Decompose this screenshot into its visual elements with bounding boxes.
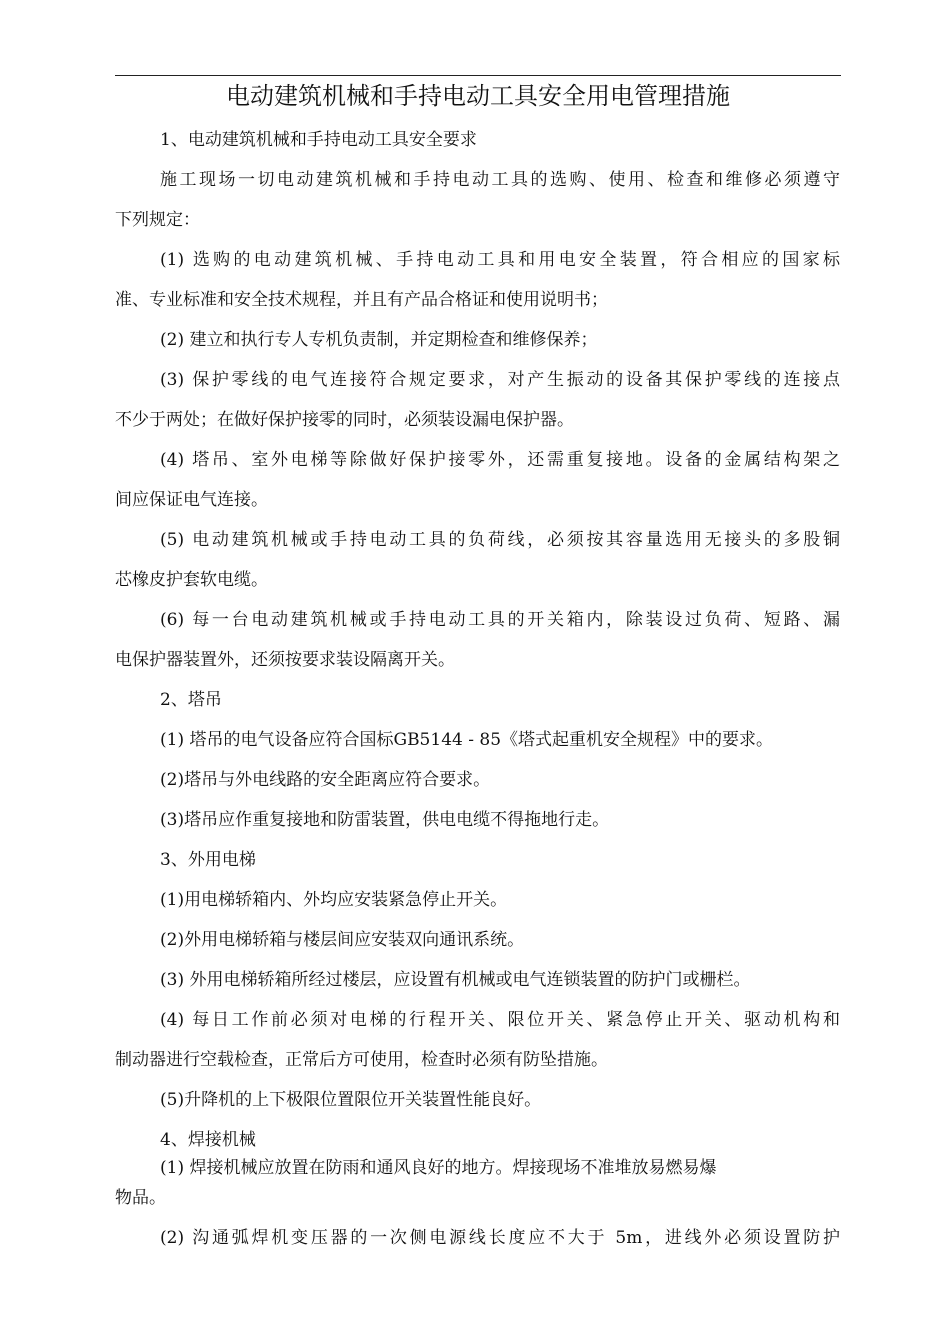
section-4-item-1-line-2: 物品。 (115, 1188, 166, 1208)
section-1-item-1-line-1: (1) 选购的电动建筑机械、手持电动工具和用电安全装置，符合相应的国家标 (160, 250, 840, 270)
section-1-item-5-line-2: 芯橡皮护套软电缆。 (115, 570, 268, 590)
section-1-item-6-line-1: (6) 每一台电动建筑机械或手持电动工具的开关箱内，除装设过负荷、短路、漏 (160, 610, 840, 630)
section-2-item-1: (1) 塔吊的电气设备应符合国标GB5144 - 85《塔式起重机安全规程》中的要求。 (160, 730, 774, 750)
section-2-item-3: (3)塔吊应作重复接地和防雷装置，供电电缆不得拖地行走。 (160, 810, 610, 830)
section-3-item-4-line-2: 制动器进行空载检查，正常后方可使用，检查时必须有防坠措施。 (115, 1050, 608, 1070)
section-2-item-2: (2)塔吊与外电线路的安全距离应符合要求。 (160, 770, 491, 790)
section-1-item-4-line-1: (4) 塔吊、室外电梯等除做好保护接零外，还需重复接地。设备的金属结构架之 (160, 450, 840, 470)
section-3-item-1: (1)用电梯轿箱内、外均应安装紧急停止开关。 (160, 890, 508, 910)
section-1-intro-line-2: 下列规定： (115, 210, 200, 230)
section-3-heading: 3、外用电梯 (160, 850, 256, 870)
section-3-item-4-line-1: (4) 每日工作前必须对电梯的行程开关、限位开关、紧急停止开关、驱动机构和 (160, 1010, 840, 1030)
section-1-item-2: (2) 建立和执行专人专机负责制，并定期检查和维修保养； (160, 330, 598, 350)
section-1-item-3-line-2: 不少于两处；在做好保护接零的同时，必须装设漏电保护器。 (115, 410, 574, 430)
section-3-item-2: (2)外用电梯轿箱与楼层间应安装双向通讯系统。 (160, 930, 525, 950)
section-3-item-3: (3) 外用电梯轿箱所经过楼层，应设置有机械或电气连锁装置的防护门或栅栏。 (160, 970, 751, 990)
section-4-heading: 4、焊接机械 (160, 1130, 256, 1150)
section-4-item-1-line-1: (1) 焊接机械应放置在防雨和通风良好的地方。焊接现场不准堆放易燃易爆 (160, 1158, 717, 1178)
header-rule (115, 75, 841, 76)
section-3-item-5: (5)升降机的上下极限位置限位开关装置性能良好。 (160, 1090, 542, 1110)
section-1-item-1-line-2: 准、专业标准和安全技术规程，并且有产品合格证和使用说明书； (115, 290, 608, 310)
section-1-heading: 1、电动建筑机械和手持电动工具安全要求 (160, 130, 477, 150)
section-2-heading: 2、塔吊 (160, 690, 222, 710)
section-1-item-6-line-2: 电保护器装置外，还须按要求装设隔离开关。 (115, 650, 455, 670)
section-1-item-4-line-2: 间应保证电气连接。 (115, 490, 268, 510)
section-4-item-2-line-1: (2) 沟通弧焊机变压器的一次侧电源线长度应不大于 5m，进线外必须设置防护 (160, 1228, 840, 1248)
section-1-item-5-line-1: (5) 电动建筑机械或手持电动工具的负荷线，必须按其容量选用无接头的多股铜 (160, 530, 840, 550)
section-1-item-3-line-1: (3) 保护零线的电气连接符合规定要求，对产生振动的设备其保护零线的连接点 (160, 370, 840, 390)
document-title: 电动建筑机械和手持电动工具安全用电管理措施 (226, 82, 730, 110)
section-1-intro-line-1: 施工现场一切电动建筑机械和手持电动工具的选购、使用、检查和维修必须遵守 (160, 170, 840, 190)
